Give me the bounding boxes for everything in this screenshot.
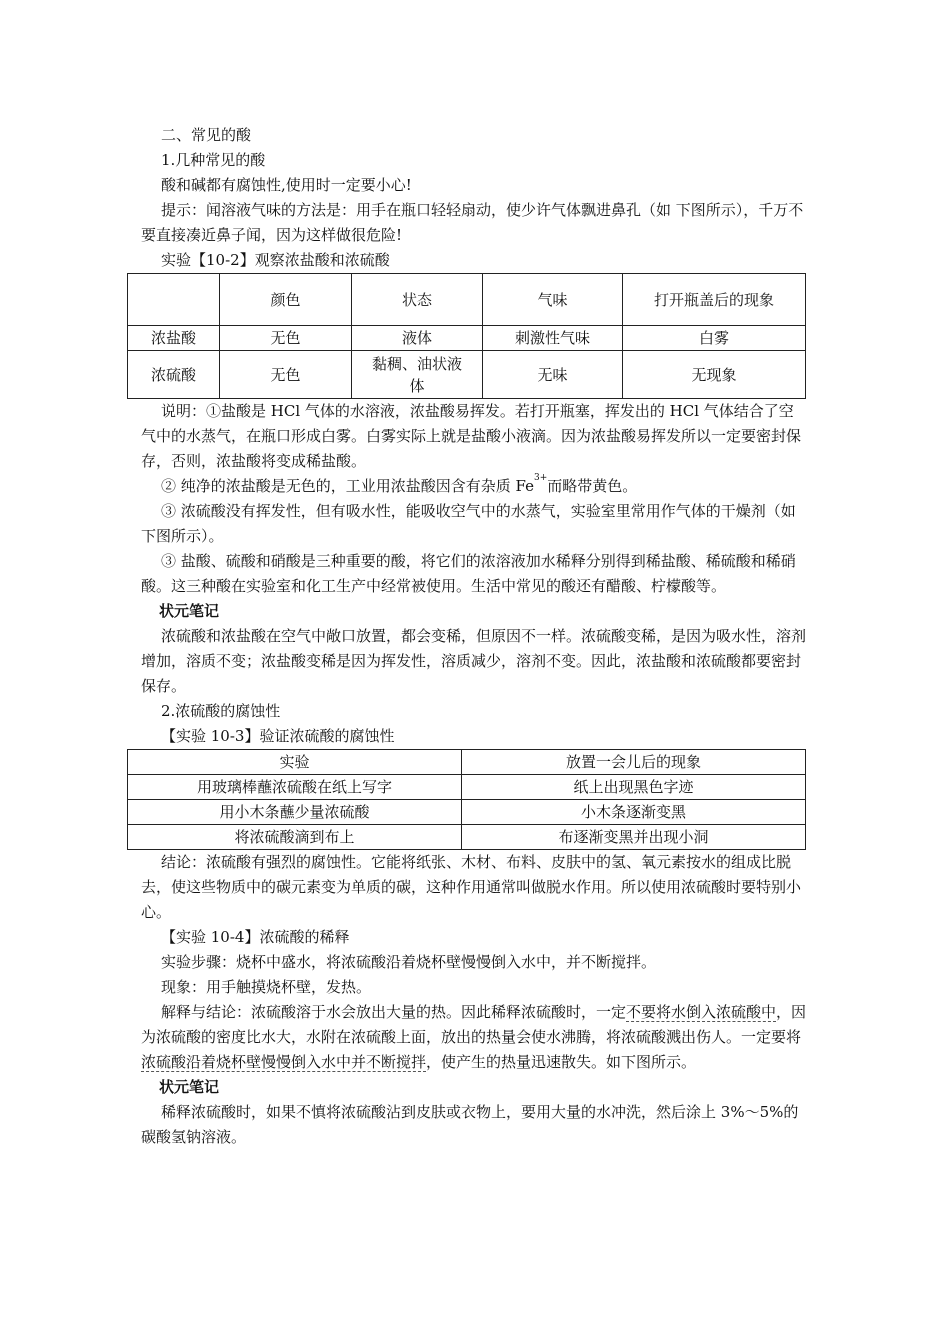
table-header-row [128, 274, 806, 326]
table-row [128, 800, 806, 825]
subsection-title-1: 1.几种常见的酸 [161, 151, 266, 169]
table-header-cell: 状态 [352, 274, 483, 326]
table-cell: 将浓硫酸滴到布上 [128, 825, 462, 850]
note-3-paragraph: ③ 浓硫酸没有挥发性，但有吸水性，能吸收空气中的水蒸气，实验室里常用作气体的干燥剂（如下图所示）。 [141, 502, 796, 545]
section-title: 二、常见的酸 [161, 126, 252, 144]
study-notes-text-1: 浓硫酸和浓盐酸在空气中敞口放置，都会变稀，但原因不一样。浓硫酸变稀，是因为吸水性，溶剂增加，溶质不变；浓盐酸变稀是因为挥发性，溶质减少，溶剂不变。因此，浓盐酸和浓硫酸都要密封保存。 [141, 627, 807, 695]
table-row [128, 825, 806, 850]
study-notes-text-2: 稀释浓硫酸时，如果不慎将浓硫酸沾到皮肤或衣物上，要用大量的水冲洗，然后涂上 3%～5%的碳酸氢钠溶液。 [141, 1103, 799, 1146]
note-4-paragraph: ③ 盐酸、硫酸和硝酸是三种重要的酸，将它们的浓溶液加水稀释分别得到稀盐酸、稀硫酸和稀硝酸。这三种酸在实验室和化工生产中经常被使用。生活中常见的酸还有醋酸、柠檬酸等。 [141, 552, 796, 595]
experiment-10-3-title: 【实验 10-3】验证浓硫酸的腐蚀性 [161, 727, 395, 745]
explanation-paragraph [141, 1000, 807, 1075]
table-cell: 白雾 [623, 326, 806, 351]
experiment-steps: 实验步骤：烧杯中盛水，将浓硫酸沿着烧杯壁慢慢倒入水中，并不断搅拌。 [161, 953, 657, 971]
experiment-10-2-title: 实验【10-2】观察浓盐酸和浓硫酸 [161, 251, 390, 269]
table-cell: 浓盐酸 [128, 326, 220, 351]
table-header-cell: 颜色 [220, 274, 352, 326]
table-row [128, 351, 806, 399]
table-cell: 布逐渐变黑并出现小洞 [462, 825, 806, 850]
subsection-title-2: 2.浓硫酸的腐蚀性 [161, 702, 281, 720]
table-header-row [128, 750, 806, 775]
study-notes-label-2: 状元笔记 [159, 1078, 220, 1096]
table-header-cell: 实验 [128, 750, 462, 775]
table-row [128, 775, 806, 800]
study-notes-label-1: 状元笔记 [159, 602, 220, 620]
experiment-phenomenon: 现象：用手触摸烧杯壁，发热。 [161, 978, 372, 996]
table-cell: 浓硫酸 [128, 351, 220, 399]
caution-paragraph: 酸和碱都有腐蚀性,使用时一定要小心! [161, 176, 412, 194]
table-cell: 用玻璃棒蘸浓硫酸在纸上写字 [128, 775, 462, 800]
table-cell: 纸上出现黑色字迹 [462, 775, 806, 800]
experiment-10-4-title: 【实验 10-4】浓硫酸的稀释 [161, 928, 350, 946]
table-cell: 黏稠、油状液体 [352, 351, 483, 399]
explanation-text: 解释与结论：浓硫酸溶于水会放出大量的热。因此稀释浓硫酸时，一定 [161, 1003, 627, 1021]
table-header-cell [128, 274, 220, 326]
table-header-cell: 放置一会儿后的现象 [462, 750, 806, 775]
iron-ion-charge: 3+ [534, 473, 548, 483]
table-cell: 刺激性气味 [483, 326, 623, 351]
table-cell: 无色 [220, 351, 352, 399]
conclusion-paragraph: 结论：浓硫酸有强烈的腐蚀性。它能将纸张、木材、布料、皮肤中的氢、氧元素按水的组成比脱去，使这些物质中的碳元素变为单质的碳，这种作用通常叫做脱水作用。所以使用浓硫酸时要特别小心。 [141, 853, 802, 921]
table-header-cell: 气味 [483, 274, 623, 326]
document-content [141, 123, 807, 1150]
tip-paragraph: 提示：闻溶液气味的方法是：用手在瓶口轻轻扇动，使少许气体飘进鼻孔（如 下图所示），千万不要直接凑近鼻子闻，因为这样做很危险! [141, 201, 804, 244]
table-cell: 无现象 [623, 351, 806, 399]
explanation-text-3: ，使产生的热量迅速散失。如下图所示。 [426, 1053, 697, 1071]
acid-observation-table [127, 273, 806, 399]
table-cell: 用小木条蘸少量浓硫酸 [128, 800, 462, 825]
table-cell: 无色 [220, 326, 352, 351]
warning-underline-2: 浓硫酸沿着烧杯壁慢慢倒入水中并不断搅拌 [141, 1053, 427, 1071]
table-header-cell: 打开瓶盖后的现象 [623, 274, 806, 326]
note-2-paragraph [141, 474, 807, 499]
warning-underline-1: 不要将水倒入浓硫酸中 [626, 1003, 777, 1021]
note-2-text-end: 而略带黄色。 [547, 477, 638, 495]
table-cell: 无味 [483, 351, 623, 399]
corrosion-experiment-table [127, 749, 806, 850]
table-row [128, 326, 806, 351]
note-2-text: ② 纯净的浓盐酸是无色的，工业用浓盐酸因含有杂质 Fe [161, 477, 535, 495]
explanation-text-2: ，因为浓硫酸的密度比水大，水附在浓硫酸上面，放出的热量会使水沸腾，将浓硫酸溅出伤人。一定要将 [141, 1003, 807, 1046]
table-cell: 小木条逐渐变黑 [462, 800, 806, 825]
table-cell: 液体 [352, 326, 483, 351]
note-1-paragraph: 说明：①盐酸是 HCl 气体的水溶液，浓盐酸易挥发。若打开瓶塞，挥发出的 HCl 气体结合了空气中的水蒸气，在瓶口形成白雾。白雾实际上就是盐酸小液滴。因为浓盐酸易挥发所以一定要密封保存，否则，浓盐酸将变成稀盐酸。 [141, 402, 802, 470]
